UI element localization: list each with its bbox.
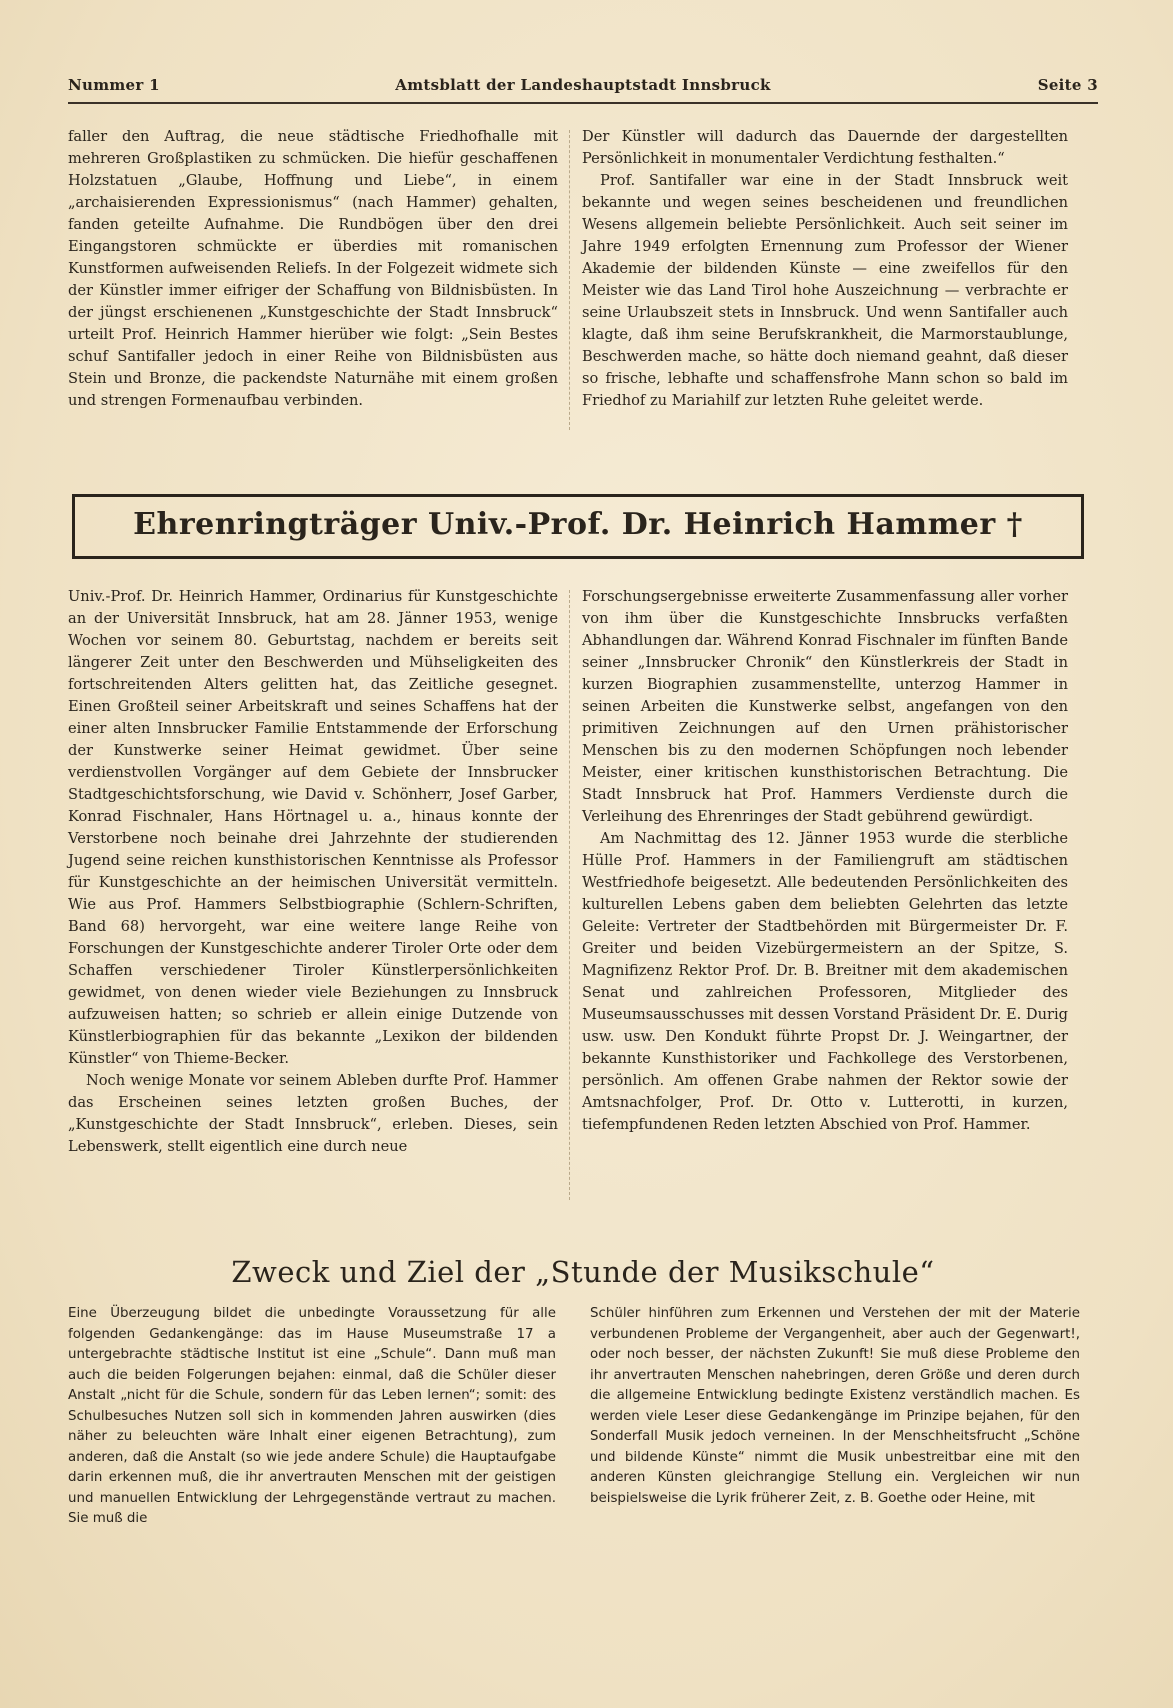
paragraph: Am Nachmittag des 12. Jänner 1953 wurde die sterbliche Hülle Prof. Hammers in der Familiengruft am städtischen Westfriedhofe beigesetzt. Alle bedeutenden Persönlichkeiten des kulturellen Lebens gaben dem beliebten Gelehrten das letzte Geleite: Vertreter der Stadtbehörden mit Bürgermeister Dr. F. Greiter und beiden Vizebürgermeistern an der Spitze, S. Magnifizenz Rektor Prof. Dr. B. Breitner mit dem akademischen Senat und zahlreichen Professoren, Mitglieder des Museumsausschusses mit dessen Vorstand Präsident Dr. E. Durig usw. usw. Den Kondukt führte Propst Dr. J. Weingartner, der bekannte Kunsthistoriker und Fachkollege des Verstorbenen, persönlich. Am offenen Grabe nahmen der Rektor sowie der Amtsnachfolger, Prof. Dr. Otto v. Lutterotti, in kurzen, tiefempfundenen Reden letzten Abschied von Prof. Hammer. xyxy=(582,830,1068,1133)
column-divider xyxy=(569,130,570,430)
paragraph: Forschungsergebnisse erweiterte Zusammenfassung aller vorher von ihm über die Kunstgeschichte Innsbrucks verfaßten Abhandlungen dar. Während Konrad Fischnaler im fünften Bande seiner „Innsbrucker Chronik“ den Künstlerkreis der Stadt in kurzen Biographien zusammenstellte, unterzog Hammer in seinen Arbeiten die Kunstwerke selbst, angefangen von den primitiven Zeichnungen auf den Urnen prähistorischer Menschen bis zu den modernen Schöpfungen noch lebender Meister, einer kritischen kunsthistorischen Betrachtung. Die Stadt Innsbruck hat Prof. Hammers Verdienste durch die Verleihung des Ehrenringes der Stadt gebührend gewürdigt. xyxy=(582,588,1068,825)
hammer-column-left xyxy=(68,586,558,1158)
title-underline xyxy=(72,556,1084,559)
column-divider xyxy=(569,590,570,1200)
issue-number: Nummer 1 xyxy=(68,76,160,94)
obituary-title-box xyxy=(72,494,1084,556)
paragraph: Univ.-Prof. Dr. Heinrich Hammer, Ordinarius für Kunstgeschichte an der Universität Innsbruck, hat am 28. Jänner 1953, wenige Wochen vor seinem 80. Geburtstag, nachdem er bereits seit längerer Zeit unter den Beschwerden und Mühseligkeiten des fortschreitenden Alters gelitten hat, das Zeitliche gesegnet. Einen Großteil seiner Arbeitskraft und seines Schaffens hat der einer alten Innsbrucker Familie Entstammende der Erforschung der Kunstwerke seiner Heimat gewidmet. Über seine verdienstvollen Vorgänger auf dem Gebiete der Innsbrucker Stadtgeschichtsforschung, wie David v. Schönherr, Josef Garber, Konrad Fischnaler, Hans Hörtnagel u. a., hinaus konnte der Verstorbene noch beinahe drei Jahrzehnte der studierenden Jugend seine reichen kunsthistorischen Kenntnisse als Professor für Kunstgeschichte an der heimischen Universität vermitteln. Wie aus Prof. Hammers Selbstbiographie (Schlern-Schriften, Band 68) hervorgeht, war eine weitere lange Reihe von Forschungen der Kunstgeschichte anderer Tiroler Orte oder dem Schaffen verschiedener Tiroler Künstlerpersönlichkeiten gewidmet, von denen wieder viele Beziehungen zu Innsbruck aufzuweisen hatten; so schrieb er allein einige Dutzende von Künstlerbiographien für das bekannte „Lexikon der bildenden Künstler“ von Thieme-Becker. xyxy=(68,588,558,1067)
publication-title: Amtsblatt der Landeshauptstadt Innsbruck xyxy=(395,76,771,94)
paragraph: Schüler hinführen zum Erkennen und Verstehen der mit der Materie verbundenen Probleme der Vergangenheit, aber auch der Gegenwart!, oder noch besser, der nächsten Zukunft! Sie muß diese Probleme den ihr anvertrauten Menschen nahebringen, deren Größe und deren durch die allgemeine Entwicklung bedingte Existenz verständlich machen. Es werden viele Leser diese Gedankengänge im Prinzipe bejahen, für den Sonderfall Musik jedoch verneinen. In der Menschheitsfrucht „Schöne und bildende Künste“ nimmt die Musik unbestreitbar eine mit den anderen Künsten gleichrangige Stellung ein. Vergleichen wir nun beispielsweise die Lyrik früherer Zeit, z. B. Goethe oder Heine, mit xyxy=(590,1306,1080,1506)
paragraph: Eine Überzeugung bildet die unbedingte Voraussetzung für alle folgenden Gedankengänge: das im Hause Museumstraße 17 a untergebrachte städtische Institut ist eine „Schule“. Dann muß man auch die beiden Folgerungen bejahen: einmal, daß die Schüler dieser Anstalt „nicht für die Schule, sondern für das Leben lernen“; somit: des Schulbesuches Nutzen soll sich in kommenden Jahren auswirken (dies näher zu beleuchten wäre Inhalt einer eigenen Betrachtung), zum anderen, daß die Anstalt (so wie jede andere Schule) die Hauptaufgabe darin erkennen muß, die ihr anvertrauten Menschen mit der geistigen und manuellen Entwicklung der Lehrgegenstände vertraut zu machen. Sie muß die xyxy=(68,1306,556,1526)
music-column-right xyxy=(590,1304,1080,1509)
paragraph: faller den Auftrag, die neue städtische Friedhofhalle mit mehreren Großplastiken zu schmücken. Die hiefür geschaffenen Holzstatuen „Glaube, Hoffnung und Liebe“, in einem „archaisierenden Expressionismus“ (nach Hammer) gehalten, fanden geteilte Aufnahme. Die Rundbögen über den drei Eingangstoren schmückte er überdies mit romanischen Kunstformen aufweisenden Reliefs. In der Folgezeit widmete sich der Künstler immer eifriger der Schaffung von Bildnisbüsten. In der jüngst erschienenen „Kunstgeschichte der Stadt Innsbruck“ urteilt Prof. Heinrich Hammer hierüber wie folgt: „Sein Bestes schuf Santifaller jedoch in einer Reihe von Bildnisbüsten aus Stein und Bronze, die packendste Naturnähe mit einem großen und strengen Formenaufbau verbinden. xyxy=(68,128,558,409)
page-header xyxy=(68,76,1098,102)
hammer-column-right xyxy=(582,586,1068,1136)
paragraph: Prof. Santifaller war eine in der Stadt Innsbruck weit bekannte und wegen seines bescheidenen und freundlichen Wesens allgemein beliebte Persönlichkeit. Auch seit seiner im Jahre 1949 erfolgten Ernennung zum Professor der Wiener Akademie der bildenden Künste — eine zweifellos für den Meister wie das Land Tirol hohe Auszeichnung — verbrachte er seine Urlaubszeit stets in Innsbruck. Und wenn Santifaller auch klagte, daß ihm seine Berufskrankheit, die Marmorstaublunge, Beschwerden mache, so hätte doch niemand geahnt, daß dieser so frische, lebhafte und schaffensfrohe Mann schon so bald im Friedhof zu Mariahilf zur letzten Ruhe geleitet werde. xyxy=(582,172,1068,409)
santifaller-column-right xyxy=(582,126,1068,412)
music-school-headline: Zweck und Ziel der „Stunde der Musikschule“ xyxy=(231,1255,935,1289)
paragraph: Der Künstler will dadurch das Dauernde der dargestellten Persönlichkeit in monumentaler Verdichtung festhalten.“ xyxy=(582,128,1068,167)
page-number: Seite 3 xyxy=(1037,76,1098,94)
santifaller-column-left xyxy=(68,126,558,412)
obituary-headline: Ehrenringträger Univ.-Prof. Dr. Heinrich Hammer † xyxy=(133,507,1023,542)
header-rule xyxy=(68,102,1098,104)
music-column-left xyxy=(68,1304,556,1530)
paragraph: Noch wenige Monate vor seinem Ableben durfte Prof. Hammer das Erscheinen seines letzten großen Buches, der „Kunstgeschichte der Stadt Innsbruck“, erleben. Dieses, sein Lebenswerk, stellt eigentlich eine durch neue xyxy=(68,1072,558,1155)
